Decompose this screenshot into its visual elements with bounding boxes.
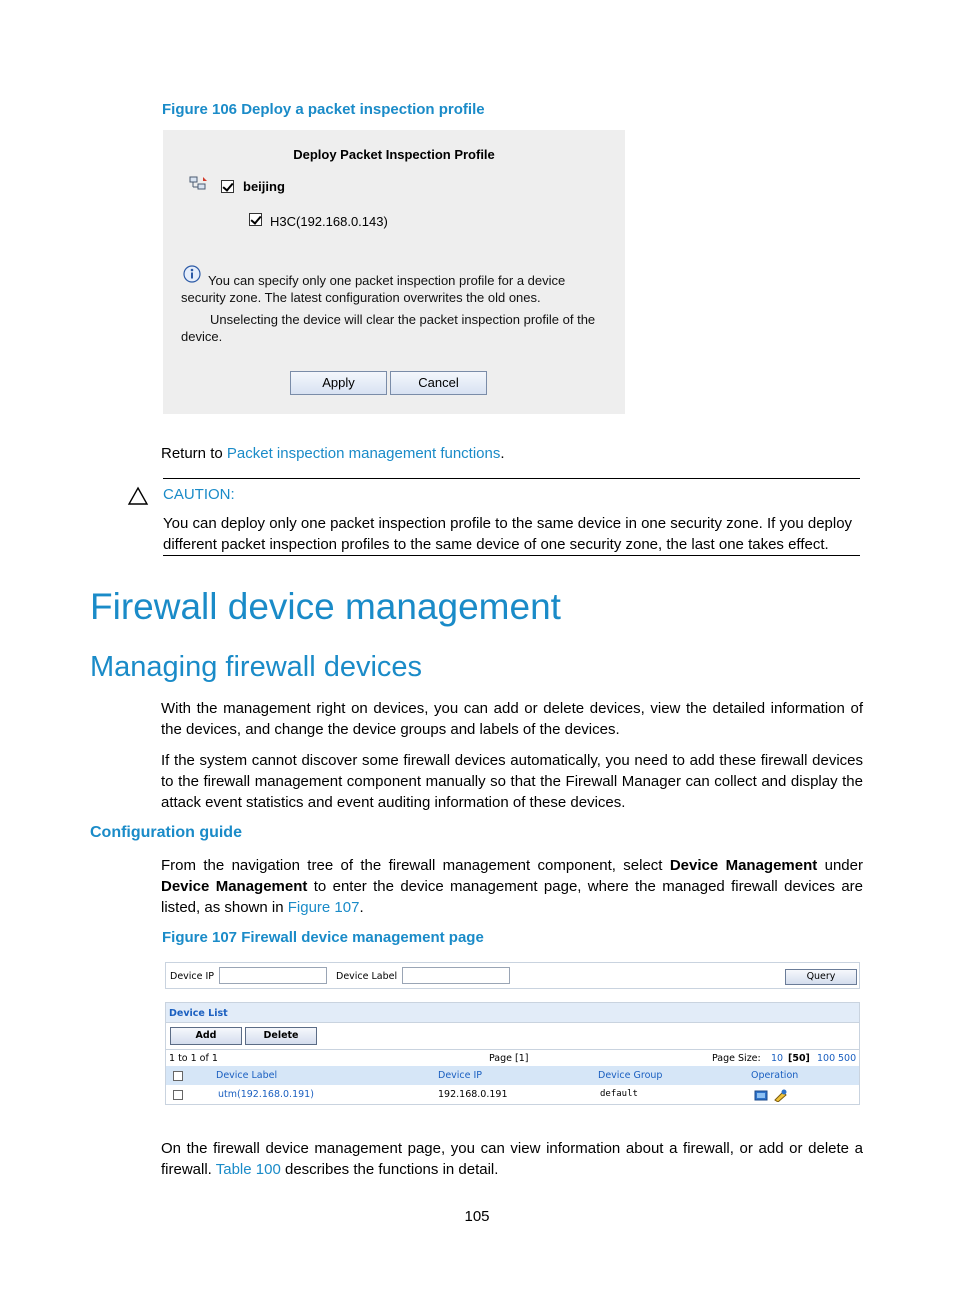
- device-group-icon: [188, 175, 210, 195]
- nav-bold-1: Device Management: [669, 857, 818, 874]
- paragraph-management-right: With the management right on devices, you can add or delete devices, view the detailed information of the devices, and change the device groups and labels of the devices.: [161, 700, 863, 738]
- figure-106-caption: Figure 106 Deploy a packet inspection profile: [162, 101, 485, 118]
- return-link[interactable]: Packet inspection management functions: [226, 445, 501, 462]
- note-line-1: You can specify only one packet inspection profile for a device: [208, 273, 566, 288]
- pagination-bar: [166, 1049, 859, 1066]
- row-device-ip: 192.168.0.191: [438, 1089, 508, 1100]
- page-number: 105: [464, 1208, 490, 1225]
- device-query-bar: [165, 962, 860, 989]
- page-size-500[interactable]: 500: [838, 1053, 857, 1064]
- heading-managing-firewall-devices: Managing firewall devices: [90, 651, 423, 683]
- caution-bottom-rule: [163, 555, 860, 556]
- apply-button[interactable]: Apply: [290, 371, 387, 395]
- caution-triangle-icon: [127, 486, 149, 506]
- device-list-panel: [165, 1002, 860, 1105]
- device-checkbox[interactable]: [249, 213, 262, 226]
- cancel-button[interactable]: Cancel: [390, 371, 487, 395]
- note-line-3: Unselecting the device will clear the packet inspection profile of the: [210, 312, 596, 327]
- group-label: beijing: [243, 179, 285, 194]
- nav-text-1: From the navigation tree of the firewall management component, select: [161, 857, 670, 874]
- table-100-link[interactable]: Table 100: [215, 1161, 281, 1178]
- return-prefix: Return to: [161, 445, 227, 462]
- row-device-label-link[interactable]: utm(192.168.0.191): [218, 1089, 314, 1100]
- paragraph-add-devices: If the system cannot discover some firewall devices automatically, you need to add these firewall devices to the firewall management component manually so that the Firewall Manager can collect and display the attack event statistics and event auditing information of these devices.: [161, 752, 863, 811]
- row-checkbox[interactable]: [173, 1090, 183, 1100]
- select-all-checkbox[interactable]: [173, 1071, 183, 1081]
- row-device-group: default: [600, 1089, 638, 1099]
- heading-firewall-device-management: Firewall device management: [90, 586, 561, 627]
- modify-device-icon[interactable]: [773, 1088, 789, 1102]
- info-icon: [182, 265, 202, 285]
- device-list-header: [166, 1003, 859, 1023]
- paragraph-functions: [161, 1138, 863, 1180]
- table-row: [166, 1085, 859, 1104]
- device-label: H3C(192.168.0.143): [270, 214, 388, 229]
- page-size-label: Page Size:: [712, 1053, 761, 1064]
- column-operation: Operation: [751, 1070, 799, 1081]
- device-label-input[interactable]: [402, 967, 510, 984]
- range-text: 1 to 1 of 1: [169, 1053, 218, 1064]
- note-line-2: security zone. The latest configuration overwrites the old ones.: [181, 290, 541, 305]
- device-label-label: Device Label: [336, 971, 398, 982]
- add-device-button[interactable]: Add: [170, 1027, 242, 1045]
- return-line: [161, 443, 505, 464]
- caution-line-2: different packet inspection profiles to the same device of one security zone, the last one takes effect.: [163, 536, 829, 553]
- nav-text-2: under: [817, 857, 863, 874]
- functions-text-1: On the firewall device management page, you can view information about a firewall, or add or delete a firewall.: [161, 1140, 863, 1178]
- deploy-profile-dialog: [163, 130, 625, 414]
- heading-configuration-guide: Configuration guide: [90, 824, 242, 841]
- table-header: [166, 1066, 859, 1085]
- figure-107-caption: Figure 107 Firewall device management page: [162, 929, 484, 946]
- page-size-100[interactable]: 100: [817, 1053, 836, 1064]
- delete-device-button[interactable]: Delete: [245, 1027, 317, 1045]
- paragraph-navigation: [161, 855, 863, 918]
- nav-text-4: .: [359, 899, 364, 916]
- device-ip-input[interactable]: [219, 967, 327, 984]
- page-size-10[interactable]: 10: [771, 1053, 784, 1064]
- device-list-title: Device List: [169, 1008, 228, 1019]
- functions-text-2: describes the functions in detail.: [280, 1161, 499, 1178]
- page-indicator: Page [1]: [489, 1053, 529, 1064]
- group-checkbox[interactable]: [221, 180, 234, 193]
- caution-top-rule: [163, 478, 860, 479]
- dialog-title: Deploy Packet Inspection Profile: [293, 147, 495, 162]
- note-line-4: device.: [181, 329, 223, 344]
- return-suffix: .: [500, 445, 505, 462]
- nav-bold-2: Device Management: [161, 878, 308, 895]
- view-device-icon[interactable]: [754, 1088, 769, 1102]
- column-device-label[interactable]: Device Label: [216, 1070, 278, 1081]
- column-device-group[interactable]: Device Group: [598, 1070, 663, 1081]
- figure-107-link[interactable]: Figure 107: [287, 899, 360, 916]
- caution-label: CAUTION:: [163, 486, 235, 503]
- caution-line-1: You can deploy only one packet inspection profile to the same device in one security zone. If you deploy: [163, 515, 853, 532]
- column-device-ip[interactable]: Device IP: [438, 1070, 483, 1081]
- query-button[interactable]: Query: [785, 969, 857, 985]
- device-ip-label: Device IP: [170, 971, 215, 982]
- page-size-50[interactable]: [50]: [788, 1053, 810, 1064]
- nav-text-3: to enter the device management page, where the managed firewall devices are listed, as shown in: [161, 878, 863, 916]
